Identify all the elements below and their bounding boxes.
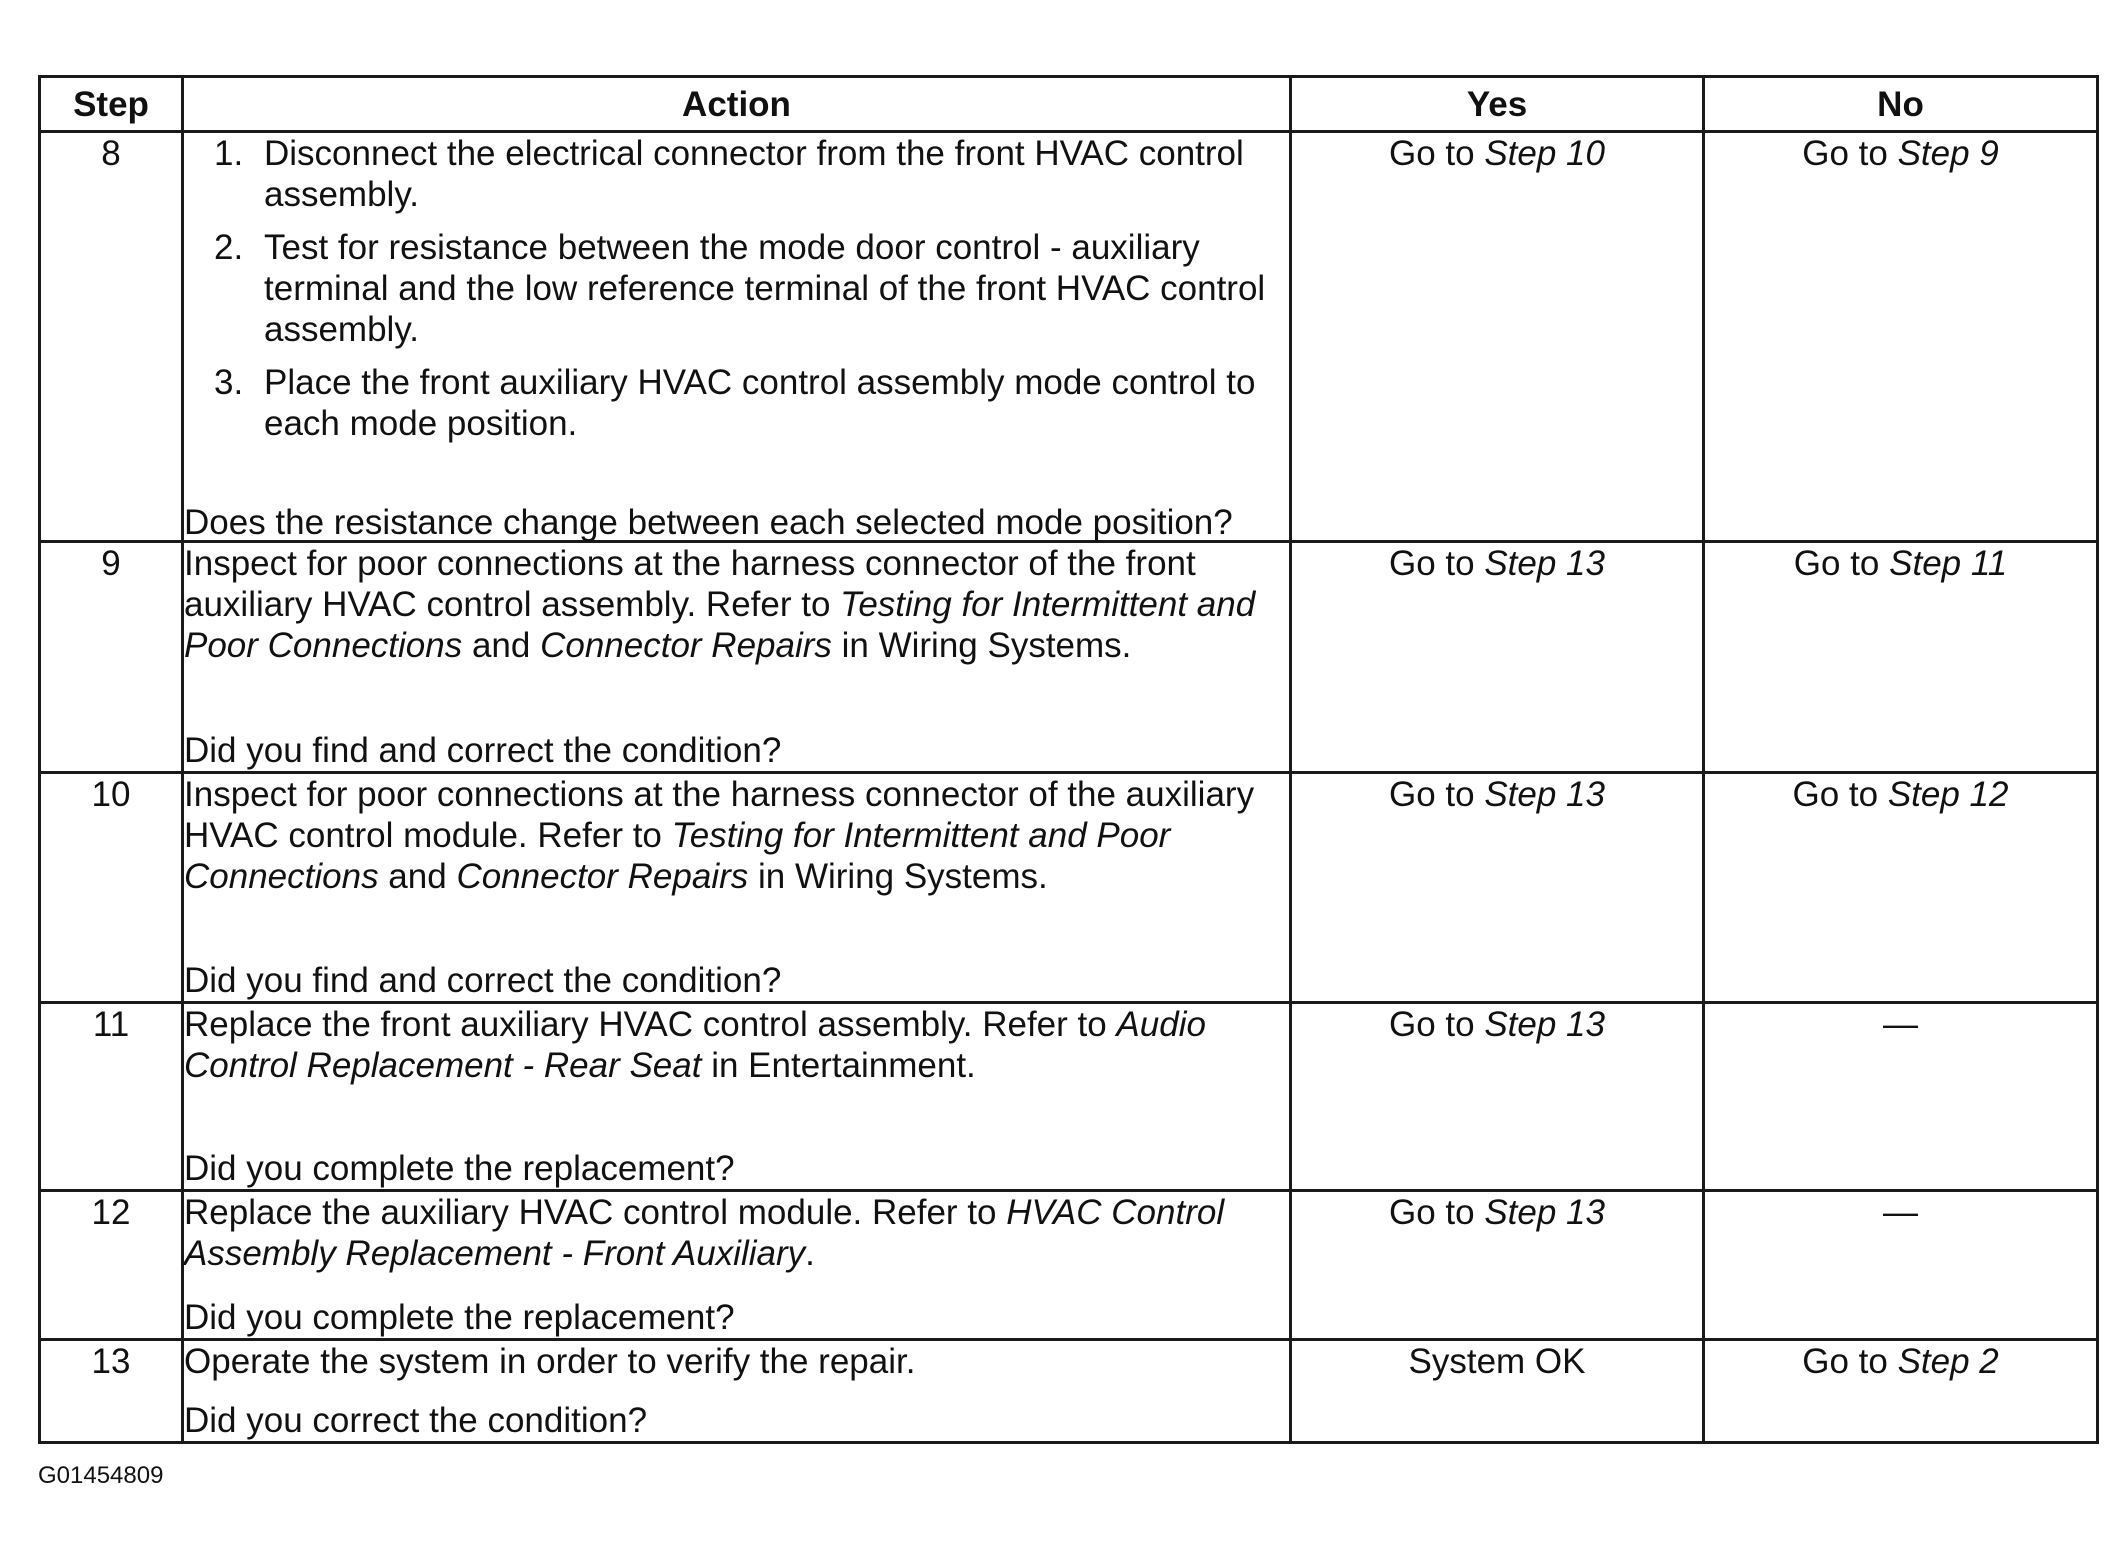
sub-step: 1. Disconnect the electrical connector from the front HVAC control assembly. xyxy=(214,134,1244,214)
action-text: Inspect for poor connections at the harness connector of the front auxiliary HVAC control assembly. Refer to Testing for Intermittent and Poor Connections and Connector Repairs in Wiring Systems. xyxy=(184,544,1256,665)
action-cell xyxy=(183,542,1291,773)
yes-cell: Go to Step 13 xyxy=(1291,1003,1704,1191)
step-reference: Step 10 xyxy=(1484,134,1605,173)
yes-cell: Go to Step 13 xyxy=(1291,542,1704,773)
sub-step: 2. Test for resistance between the mode door control - auxiliary terminal and the low reference terminal of the front HVAC control assembly. xyxy=(214,228,1266,349)
figure-id: G01454809 xyxy=(38,1462,164,1489)
action-cell xyxy=(183,1340,1291,1443)
header-no: No xyxy=(1704,77,2098,132)
action-question: Did you correct the condition? xyxy=(184,1401,648,1440)
table-row-step-10 xyxy=(40,773,2098,1003)
step-reference: Step 9 xyxy=(1897,134,1999,173)
step-reference: Step 13 xyxy=(1484,544,1605,583)
table-row-step-11 xyxy=(40,1003,2098,1191)
step-number: 11 xyxy=(40,1003,183,1191)
action-question: Did you complete the replacement? xyxy=(184,1149,735,1188)
action-question: Did you find and correct the condition? xyxy=(184,961,782,1000)
step-reference: Step 12 xyxy=(1887,775,2009,814)
yes-cell: System OK xyxy=(1291,1340,1704,1443)
action-question: Does the resistance change between each selected mode position? xyxy=(184,503,1233,542)
action-text: Replace the front auxiliary HVAC control assembly. Refer to Audio Control Replacement - Rear Seat in Entertainment. xyxy=(184,1005,1206,1085)
action-cell xyxy=(183,132,1291,542)
sub-step-list xyxy=(184,133,1289,452)
no-cell-dash: — xyxy=(1704,1003,2098,1191)
no-cell: Go to Step 9 xyxy=(1704,132,2098,542)
table-row-step-13 xyxy=(40,1340,2098,1443)
step-reference: Step 13 xyxy=(1484,1193,1605,1232)
step-reference: Step 2 xyxy=(1897,1342,1999,1381)
action-text: Inspect for poor connections at the harness connector of the auxiliary HVAC control module. Refer to Testing for Intermittent and Poor Connections and Connector Repairs in Wiring Systems. xyxy=(184,775,1255,896)
table-row-step-8 xyxy=(40,132,2098,542)
header-row xyxy=(40,77,2098,132)
step-number: 8 xyxy=(40,132,183,542)
action-question: Did you complete the replacement? xyxy=(184,1298,735,1337)
action-text: Replace the auxiliary HVAC control module. Refer to HVAC Control Assembly Replacement - Front Auxiliary. xyxy=(184,1193,1225,1273)
no-cell: Go to Step 11 xyxy=(1704,542,2098,773)
action-cell xyxy=(183,1191,1291,1340)
doc-reference: Audio Control Replacement - Rear Seat xyxy=(184,1005,1206,1085)
no-cell: Go to Step 12 xyxy=(1704,773,2098,1003)
yes-cell: Go to Step 13 xyxy=(1291,1191,1704,1340)
header-action: Action xyxy=(183,77,1291,132)
doc-reference: Testing for Intermittent and Poor Connections xyxy=(184,816,1171,896)
table-row-step-12 xyxy=(40,1191,2098,1340)
no-cell: Go to Step 2 xyxy=(1704,1340,2098,1443)
doc-reference: HVAC Control Assembly Replacement - Front Auxiliary xyxy=(184,1193,1225,1273)
diagnostic-table xyxy=(38,75,2099,1444)
yes-cell: Go to Step 13 xyxy=(1291,773,1704,1003)
sub-step: 3. Place the front auxiliary HVAC control assembly mode control to each mode position. xyxy=(214,363,1256,443)
doc-reference: Testing for Intermittent and Poor Connections xyxy=(184,585,1256,665)
no-cell-dash: — xyxy=(1704,1191,2098,1340)
step-reference: Step 13 xyxy=(1484,775,1605,814)
doc-reference: Connector Repairs xyxy=(456,857,749,896)
action-cell xyxy=(183,773,1291,1003)
action-cell xyxy=(183,1003,1291,1191)
header-step: Step xyxy=(40,77,183,132)
step-number: 10 xyxy=(40,773,183,1003)
action-text: Operate the system in order to verify the repair. xyxy=(184,1342,916,1381)
header-yes: Yes xyxy=(1291,77,1704,132)
step-number: 13 xyxy=(40,1340,183,1443)
step-number: 12 xyxy=(40,1191,183,1340)
doc-reference: Connector Repairs xyxy=(540,626,832,665)
step-reference: Step 11 xyxy=(1889,544,2008,583)
table-row-step-9 xyxy=(40,542,2098,773)
yes-cell: Go to Step 10 xyxy=(1291,132,1704,542)
step-number: 9 xyxy=(40,542,183,773)
step-reference: Step 13 xyxy=(1484,1005,1605,1044)
action-question: Did you find and correct the condition? xyxy=(184,731,782,770)
